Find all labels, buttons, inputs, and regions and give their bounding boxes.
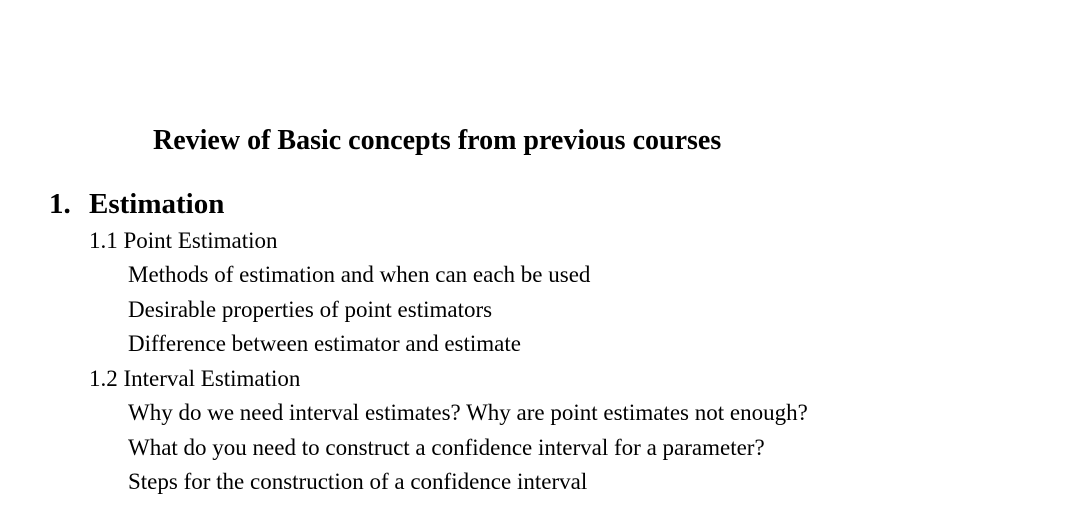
document-title: Review of Basic concepts from previous courses: [153, 125, 722, 156]
list-item: Desirable properties of point estimators: [128, 297, 493, 322]
list-item: Why do we need interval estimates? Why are point estimates not enough?: [128, 400, 808, 425]
list-item: Methods of estimation and when can each be used: [128, 262, 591, 287]
subsection-heading-point-estimation: 1.1 Point Estimation: [89, 228, 278, 253]
subsection-heading-interval-estimation: 1.2 Interval Estimation: [89, 366, 301, 391]
list-item: What do you need to construct a confidence interval for a parameter?: [128, 435, 765, 460]
list-item: Difference between estimator and estimate: [128, 331, 521, 356]
section-heading: [49, 185, 224, 223]
section-number: 1.: [49, 188, 71, 220]
section-title: Estimation: [89, 188, 225, 220]
list-item: Steps for the construction of a confidence interval: [128, 469, 588, 494]
